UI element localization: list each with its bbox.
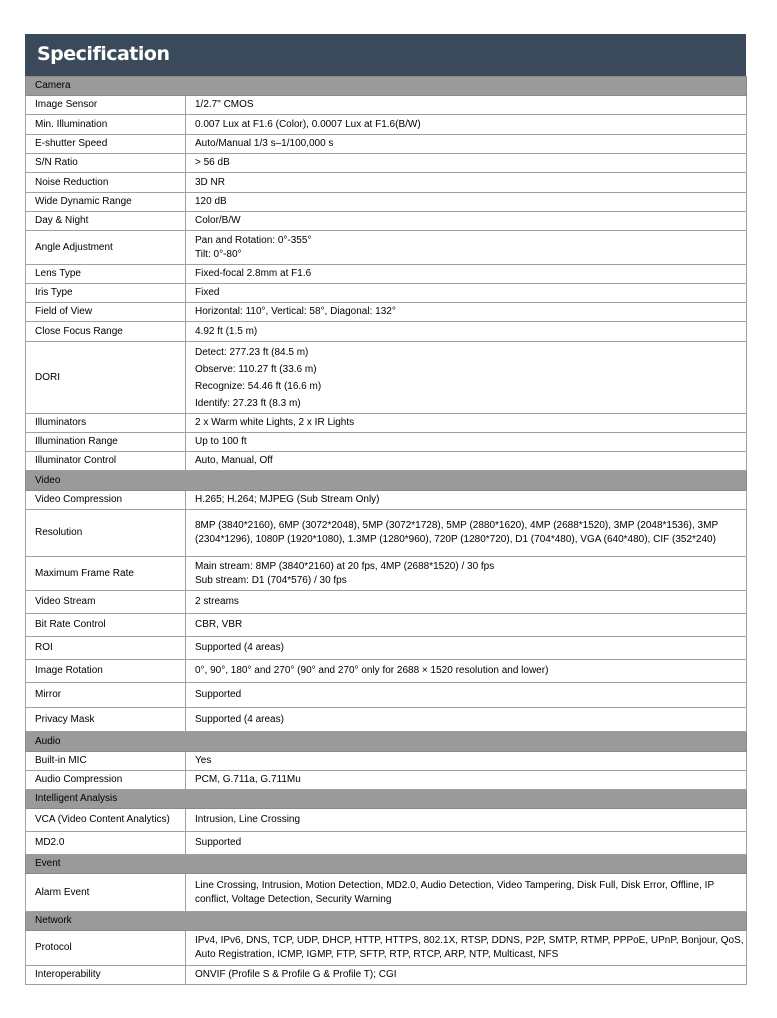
spec-key: Bit Rate Control [26,614,186,637]
spec-value [186,452,747,471]
spec-value-line: Yes [195,755,212,766]
spec-value-line: 0°, 90°, 180° and 270° (90° and 270° only for 2688 × 1520 resolution and lower) [195,665,549,676]
spec-row [26,96,747,115]
spec-row [26,510,747,557]
spec-key: Video Stream [26,591,186,614]
spec-value [186,342,747,414]
spec-value [186,752,747,771]
spec-value-line: Fixed [195,287,220,298]
spec-row [26,809,747,832]
section-label: Video [26,471,747,491]
spec-row [26,931,747,966]
spec-value-line: Supported [195,837,242,848]
section-header [26,912,747,931]
spec-key: Interoperability [26,966,186,985]
spec-key: Day & Night [26,212,186,231]
section-header [26,855,747,874]
spec-value-line: IPv4, IPv6, DNS, TCP, UDP, DHCP, HTTP, HTTPS, 802.1X, RTSP, DDNS, P2P, SMTP, RTMP, PPPoE, UPnP, Bonjour, QoS, Auto Registration, ICMP, IGMP, FTP, SFTP, RTP, RTCP, ARP, NTP, Multicast, NFS [195,935,744,960]
spec-row [26,452,747,471]
spec-value-line: Auto, Manual, Off [195,455,273,466]
spec-key: Maximum Frame Rate [26,557,186,591]
spec-key: Noise Reduction [26,173,186,193]
spec-row [26,265,747,284]
spec-key: Illumination Range [26,433,186,452]
spec-value-line: 120 dB [195,196,227,207]
spec-row [26,491,747,510]
page-title: Specification [37,43,170,65]
spec-value [186,135,747,154]
spec-value [186,491,747,510]
spec-row [26,966,747,985]
spec-value-line: Line Crossing, Intrusion, Motion Detection, MD2.0, Audio Detection, Video Tampering, Disk Full, Disk Error, Offline, IP conflict, Voltage Detection, Security Warning [195,879,714,905]
spec-value-line: Observe: 110.27 ft (33.6 m) [195,363,317,375]
spec-value [186,637,747,660]
spec-value [186,433,747,452]
spec-value-line: 1/2.7" CMOS [195,99,254,110]
spec-row [26,342,747,414]
spec-row [26,115,747,135]
spec-value-line: Supported (4 areas) [195,713,284,725]
spec-value [186,193,747,212]
spec-value [186,832,747,855]
spec-key: VCA (Video Content Analytics) [26,809,186,832]
spec-value-line: Up to 100 ft [195,436,247,447]
spec-key: Resolution [26,510,186,557]
section-header [26,732,747,752]
spec-value-line: 3D NR [195,176,226,188]
spec-value-line: PCM, G.711a, G.711Mu [195,774,301,785]
spec-key: Wide Dynamic Range [26,193,186,212]
section-header [26,77,747,96]
spec-key: ROI [26,637,186,660]
spec-row [26,637,747,660]
spec-row [26,284,747,303]
spec-row [26,752,747,771]
spec-value [186,231,747,265]
spec-key: Min. Illumination [26,115,186,135]
spec-value-line: H.265; H.264; MJPEG (Sub Stream Only) [195,494,380,505]
spec-value [186,414,747,433]
spec-value-line: Pan and Rotation: 0°-355° [195,234,312,246]
spec-key: Protocol [26,931,186,966]
spec-key: Mirror [26,683,186,708]
spec-key: Illuminators [26,414,186,433]
spec-value-line: Fixed-focal 2.8mm at F1.6 [195,268,312,279]
spec-row [26,303,747,322]
spec-value-line: CBR, VBR [195,619,243,630]
spec-value [186,660,747,683]
spec-value-line: Detect: 277.23 ft (84.5 m) [195,346,309,358]
section-label: Event [26,855,747,874]
spec-key: S/N Ratio [26,154,186,173]
spec-key: Close Focus Range [26,322,186,342]
spec-value-line: Supported (4 areas) [195,642,284,653]
spec-key: Alarm Event [26,874,186,912]
spec-row [26,874,747,912]
spec-row [26,771,747,790]
spec-value [186,683,747,708]
spec-row [26,212,747,231]
spec-key: Video Compression [26,491,186,510]
section-header [26,471,747,491]
spec-value-line: Identify: 27.23 ft (8.3 m) [195,397,301,409]
spec-value-line: 0.007 Lux at F1.6 (Color), 0.0007 Lux at F1.6(B/W) [195,118,421,130]
spec-key: DORI [26,342,186,414]
spec-value [186,931,747,966]
spec-value-line: Recognize: 54.46 ft (16.6 m) [195,380,322,392]
spec-key: Lens Type [26,265,186,284]
spec-row [26,660,747,683]
section-header [26,790,747,809]
spec-row [26,193,747,212]
spec-row [26,173,747,193]
spec-key: E-shutter Speed [26,135,186,154]
spec-row [26,322,747,342]
spec-value-line: Horizontal: 110°, Vertical: 58°, Diagonal: 132° [195,306,396,317]
spec-value-line: Main stream: 8MP (3840*2160) at 20 fps, 4MP (2688*1520) / 30 fps [195,560,495,572]
spec-key: Field of View [26,303,186,322]
spec-value-line: Auto/Manual 1/3 s–1/100,000 s [195,138,334,149]
spec-key: Built-in MIC [26,752,186,771]
spec-value [186,173,747,193]
spec-value [186,96,747,115]
spec-value [186,322,747,342]
spec-key: Illuminator Control [26,452,186,471]
section-label: Network [26,912,747,931]
spec-key: Image Sensor [26,96,186,115]
spec-value-line: Intrusion, Line Crossing [195,814,301,825]
spec-value-line: Supported [195,689,242,700]
spec-row [26,135,747,154]
spec-value-line: Sub stream: D1 (704*576) / 30 fps [195,574,347,586]
spec-row [26,591,747,614]
spec-row [26,433,747,452]
spec-value-line: 8MP (3840*2160), 6MP (3072*2048), 5MP (3072*1728), 5MP (2880*1620), 4MP (2688*1520), 3MP (2048*1536), 3MP (2304*1296), 1080P (1920*1080), 1.3MP (1280*960), 720P (1280*720), D1 (704*480), VGA (640*480), CIF (352*240) [195,520,718,545]
spec-row [26,154,747,173]
spec-value [186,265,747,284]
spec-row [26,683,747,708]
specification-banner [25,34,746,76]
spec-key: MD2.0 [26,832,186,855]
section-label: Intelligent Analysis [26,790,747,809]
spec-row [26,231,747,265]
spec-value-line: Tilt: 0°-80° [195,248,242,260]
spec-value-line: Color/B/W [195,215,241,226]
spec-value [186,510,747,557]
spec-value [186,771,747,790]
section-label: Camera [26,77,747,96]
spec-value [186,154,747,173]
spec-row [26,557,747,591]
spec-key: Angle Adjustment [26,231,186,265]
specification-document [25,34,746,985]
spec-value [186,809,747,832]
spec-value [186,557,747,591]
spec-row [26,414,747,433]
spec-value [186,284,747,303]
spec-value [186,212,747,231]
spec-value [186,966,747,985]
spec-value [186,708,747,732]
spec-value [186,614,747,637]
spec-value [186,874,747,912]
spec-key: Image Rotation [26,660,186,683]
section-label: Audio [26,732,747,752]
spec-value-line: ONVIF (Profile S & Profile G & Profile T); CGI [195,969,397,980]
spec-key: Audio Compression [26,771,186,790]
spec-row [26,832,747,855]
spec-value [186,115,747,135]
spec-row [26,708,747,732]
spec-value-line: > 56 dB [195,157,230,168]
spec-value [186,303,747,322]
spec-value-line: 2 x Warm white Lights, 2 x IR Lights [195,417,355,428]
spec-value-line: 2 streams [195,596,239,607]
spec-value [186,591,747,614]
spec-key: Privacy Mask [26,708,186,732]
spec-row [26,614,747,637]
spec-value-line: 4.92 ft (1.5 m) [195,325,258,337]
spec-key: Iris Type [26,284,186,303]
spec-table [25,76,747,985]
